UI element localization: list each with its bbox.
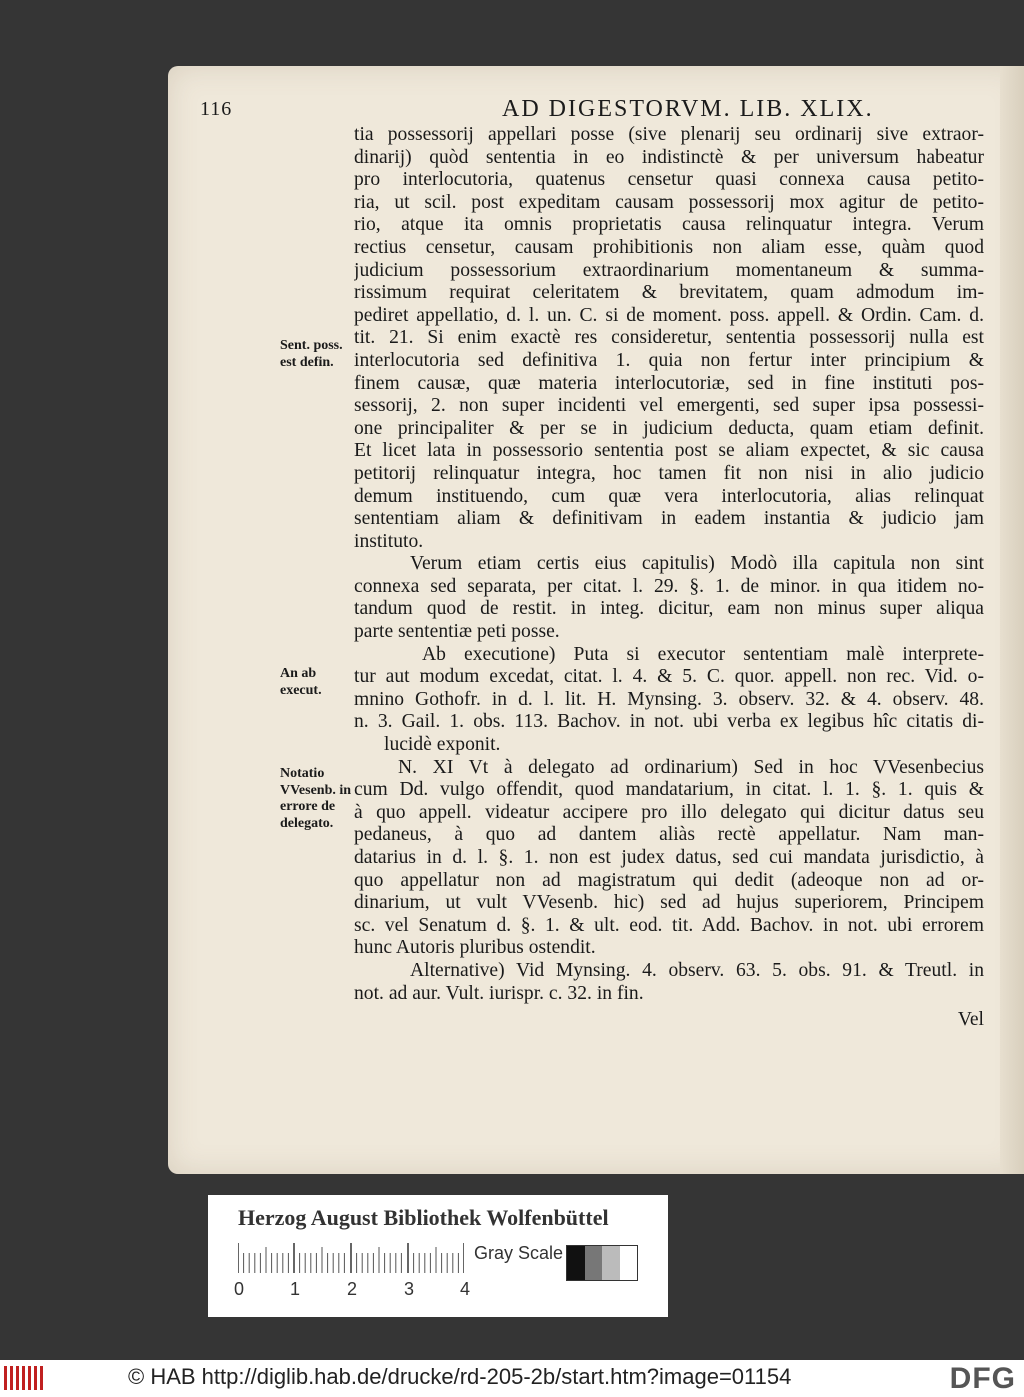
margin-note: Sent. poss. est defin.	[280, 338, 343, 370]
text-line: cum Dd. vulgo offendit, quod mandatarium, in citat. l. 1. §. 1. quis &	[354, 779, 984, 801]
text-line: n. 3. Gail. 1. obs. 113. Bachov. in not. ubi verba ex legibus hîc citatis di-	[354, 711, 984, 733]
text-line: rissimum requirat celeritatem & brevitatem, quam admodum im-	[354, 282, 984, 304]
swatch-white	[620, 1246, 638, 1280]
footer-bar	[0, 1360, 1024, 1397]
ruler-ticks	[238, 1243, 464, 1273]
text-line: dinarij) quòd sententia in eo indistinctè & per universum habeatur	[354, 146, 984, 168]
text-line: not. ad aur. Vult. iurispr. c. 32. in fin.	[354, 982, 644, 1004]
ruler-numbers	[234, 1279, 474, 1303]
body-text	[354, 124, 984, 1032]
margin-note: An ab execut.	[280, 666, 322, 698]
text-line: Alternative) Vid Mynsing. 4. observ. 63. 5. obs. 91. & Treutl. in	[410, 959, 984, 981]
text-line: judicium possessorium extraordinarium momentaneum & summa-	[354, 259, 984, 281]
page-number: 116	[200, 98, 233, 120]
page-gutter	[1000, 66, 1024, 1174]
swatch-light-gray	[602, 1246, 620, 1280]
text-line: connexa sed separata, per citat. l. 29. §. 1. de minor. in qua itidem no-	[354, 575, 984, 597]
text-line: Ab executione) Puta si executor sententiam malè interprete-	[422, 643, 984, 665]
swatch-gray	[585, 1246, 603, 1280]
margin-note: Notatio VVesenb. in errore de delegato.	[280, 766, 352, 831]
text-line: tandum quod de restit. in integ. dicitur, eam non minus super aliqua	[354, 598, 984, 620]
text-line: instituto.	[354, 530, 424, 552]
text-line: sententiam aliam & definitivam in eadem instantia & judicio jam	[354, 508, 984, 530]
text-line: pro interlocutoria, quatenus censetur quasi connexa causa petito-	[354, 169, 984, 191]
ruler-number: 2	[347, 1279, 358, 1299]
gray-scale-label: Gray Scale	[474, 1243, 564, 1263]
text-line: ria, ut scil. post expeditam causam possessorij mox agitur de petito-	[354, 191, 984, 213]
text-line: sessorij, 2. non super incidenti vel emergenti, sed super ipsa possessi-	[354, 395, 984, 417]
text-line: lucidè exponit.	[384, 734, 501, 756]
library-name: Herzog August Bibliothek Wolfenbüttel	[238, 1205, 609, 1230]
gray-scale-swatches	[566, 1245, 638, 1281]
ruler-number: 3	[404, 1279, 415, 1299]
dfg-logo: DFG	[949, 1362, 1016, 1395]
text-line: one principaliter & per se in judicium deducta, quam etiam definit.	[354, 417, 984, 439]
text-line: tit. 21. Si enim exactè res consideretur, sententia possessorij nulla est	[354, 327, 984, 349]
ruler-number: 4	[460, 1279, 471, 1299]
text-line: rectius censetur, causam prohibitionis non aliam esse, quàm quod	[354, 236, 984, 258]
swatch-black	[567, 1246, 585, 1280]
text-line: rio, atque ita omnis proprietatis causa relinquatur integra. Verum	[354, 214, 984, 236]
calibration-card	[208, 1195, 668, 1317]
text-line: hunc Autoris pluribus ostendit.	[354, 937, 596, 959]
text-line: parte sententiæ peti posse.	[354, 621, 560, 643]
text-line: sc. vel Senatum d. §. 1. & ult. eod. tit. Add. Bachov. in not. ubi errorem	[354, 914, 984, 936]
text-line: tia possessorij appellari posse (sive plenarij seu ordinarij sive extraor-	[354, 124, 984, 145]
running-title: AD DIGESTORVM. LIB. XLIX.	[502, 96, 874, 122]
credit-line[interactable]: © HAB http://diglib.hab.de/drucke/rd-205-2b/start.htm?image=01154	[128, 1364, 792, 1389]
text-line: datarius in d. l. §. 1. non est judex datus, sed cui mandata jurisdictio, à	[354, 847, 984, 868]
text-line: Verum etiam certis eius capitulis) Modò illa capitula non sint	[410, 553, 984, 575]
digitization-logo-icon	[4, 1366, 46, 1390]
text-line: dinarium, ut vult VVesenb. hic) sed ad hujus superiorem, Principem	[354, 892, 984, 914]
text-line: interlocutoria sed definitiva 1. quia non fertur inter principium &	[354, 349, 984, 371]
text-line: quo appellatur non ad magistratum qui dedit (adeoque non ad or-	[354, 869, 984, 891]
catchword: Vel	[957, 1009, 984, 1031]
text-line: pediret appellatio, d. l. un. C. si de moment. poss. appell. & Ordin. Cam. d.	[354, 304, 984, 326]
text-line: N. XI Vt à delegato ad ordinarium) Sed in hoc VVesenbecius	[398, 756, 984, 778]
text-line: petitorij relinquatur integra, hoc tamen fit non nisi in alio judicio	[354, 462, 984, 484]
page-header	[200, 96, 890, 126]
text-line: à quo appell. videatur accipere pro illo delegato qui dicitur datus seu	[354, 801, 984, 823]
text-line: tur aut modum excedat, citat. l. 4. & 5. C. quor. appell. non rec. Vid. o-	[354, 666, 984, 688]
text-line: finem causæ, quæ materia interlocutoriæ, sed in fine instituti pos-	[354, 372, 984, 394]
text-line: Et licet lata in possessorio sententia post se aliam expectet, & sic causa	[354, 440, 984, 462]
text-line: mnino Gothofr. in d. l. lit. H. Mynsing. 3. observ. 32. & 4. observ. 48.	[354, 688, 984, 710]
ruler-number: 0	[234, 1279, 245, 1299]
ruler-number: 1	[290, 1279, 301, 1299]
text-line: pedaneus, à quo ad dantem aliàs rectè appellatur. Nam man-	[354, 824, 984, 846]
text-line: demum instituendo, cum quæ vera interlocutoria, alias relinquat	[354, 485, 984, 507]
